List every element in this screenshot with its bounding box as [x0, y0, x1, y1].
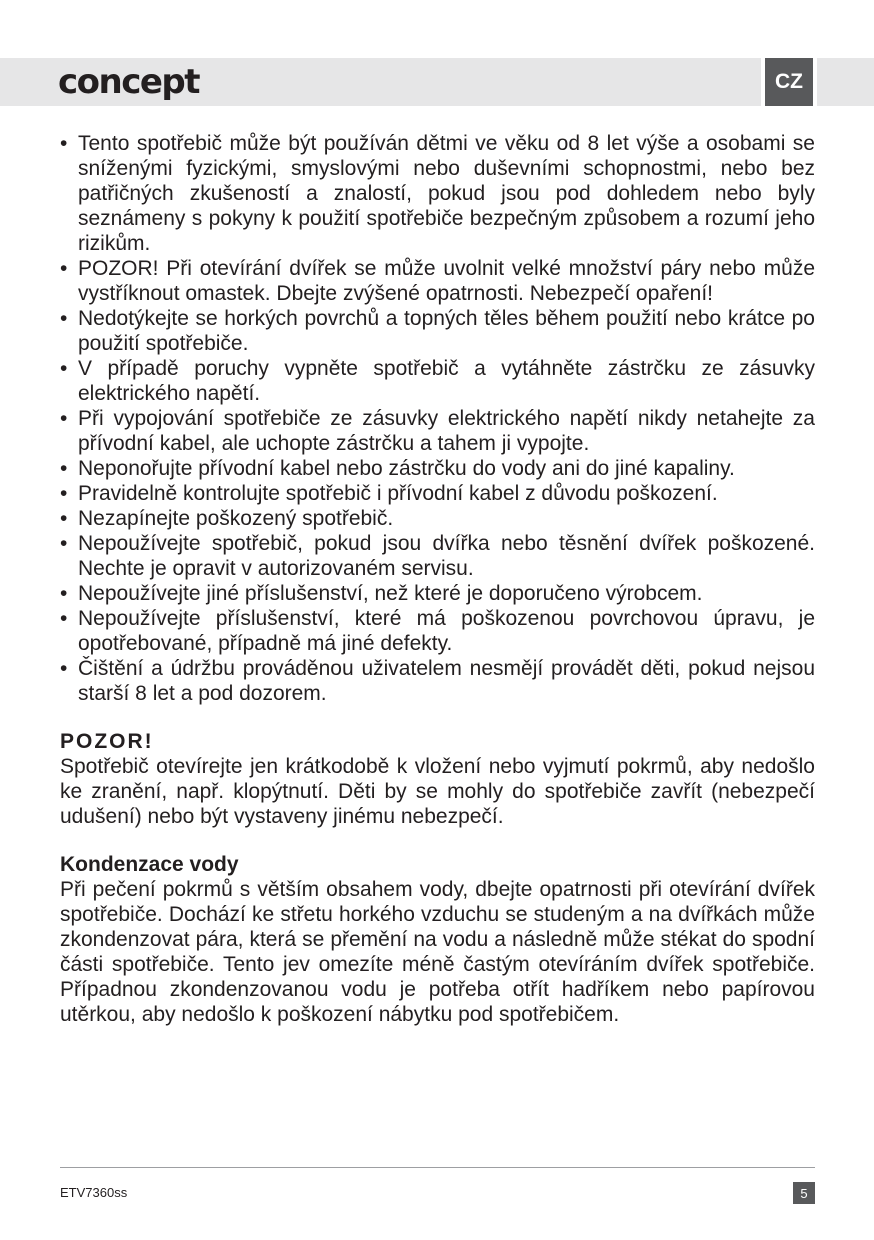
- list-item: • V případě poruchy vypněte spotřebič a vytáhněte zástrčku ze zásuvky elektrického napětí.: [60, 356, 815, 406]
- brand-logo: concept: [58, 62, 200, 102]
- list-item: • POZOR! Při otevírání dvířek se může uvolnit velké množství páry nebo může vystříknout omastek. Dbejte zvýšené opatrnosti. Nebezpečí opaření!: [60, 256, 815, 306]
- footer-divider: [60, 1167, 815, 1168]
- list-item: • Nepoužívejte spotřebič, pokud jsou dvířka nebo těsnění dvířek poškozené. Nechte je opravit v autorizovaném servisu.: [60, 531, 815, 581]
- list-item: • Nepoužívejte příslušenství, které má poškozenou povrchovou úpravu, je opotřebované, případně má jiné defekty.: [60, 606, 815, 656]
- list-item: • Čištění a údržbu prováděnou uživatelem nesmějí provádět děti, pokud nejsou starší 8 let a pod dozorem.: [60, 656, 815, 706]
- list-item: • Neponořujte přívodní kabel nebo zástrčku do vody ani do jiné kapaliny.: [60, 456, 815, 481]
- condensation-heading: Kondenzace vody: [60, 853, 239, 876]
- list-item: • Nezapínejte poškozený spotřebič.: [60, 506, 815, 531]
- condensation-text: Při pečení pokrmů s větším obsahem vody, dbejte opatrnosti při otevírání dvířek spotřebiče. Dochází ke střetu horkého vzduchu se studeným a na dvířkách může zkondenzovat pára, která se přemění na vodu a následně může stékat do spodní části spotřebiče. Tento jev omezíte méně častým otevíráním dvířek spotřebiče. Případnou zkondenzovanou vodu je potřeba otřít hadříkem nebo papírovou utěrkou, aby nedošlo k poškození nábytku pod spotřebičem.: [60, 878, 815, 1026]
- model-number: ETV7360ss: [60, 1185, 128, 1200]
- list-item: • Při vypojování spotřebiče ze zásuvky elektrického napětí nikdy netahejte za přívodní kabel, ale uchopte zástrčku a tahem ji vypojte.: [60, 406, 815, 456]
- list-item: • Pravidelně kontrolujte spotřebič i přívodní kabel z důvodu poškození.: [60, 481, 815, 506]
- page-content: [60, 131, 815, 1027]
- safety-rules-list: [60, 131, 815, 706]
- page-number: 5: [793, 1182, 815, 1204]
- list-item: • Nepoužívejte jiné příslušenství, než které je doporučeno výrobcem.: [60, 581, 815, 606]
- warning-text: Spotřebič otevírejte jen krátkodobě k vložení nebo vyjmutí pokrmů, aby nedošlo ke zranění, např. klopýtnutí. Děti by se mohly do spotřebiče zavřít (nebezpečí udušení) nebo být vystaveny jinému nebezpečí.: [60, 755, 815, 828]
- warning-heading: POZOR!: [60, 730, 154, 753]
- language-badge: CZ: [761, 58, 817, 106]
- list-item: • Nedotýkejte se horkých povrchů a topných těles během použití nebo krátce po použití spotřebiče.: [60, 306, 815, 356]
- list-item: • Tento spotřebič může být používán dětmi ve věku od 8 let výše a osobami se sníženými fyzickými, smyslovými nebo duševními schopnostmi, nebo bez patřičných zkušeností a znalostí, pokud jsou pod dohledem nebo byly seznámeny s pokyny k použití spotřebiče bezpečným způsobem a rozumí jeho rizikům.: [60, 131, 815, 256]
